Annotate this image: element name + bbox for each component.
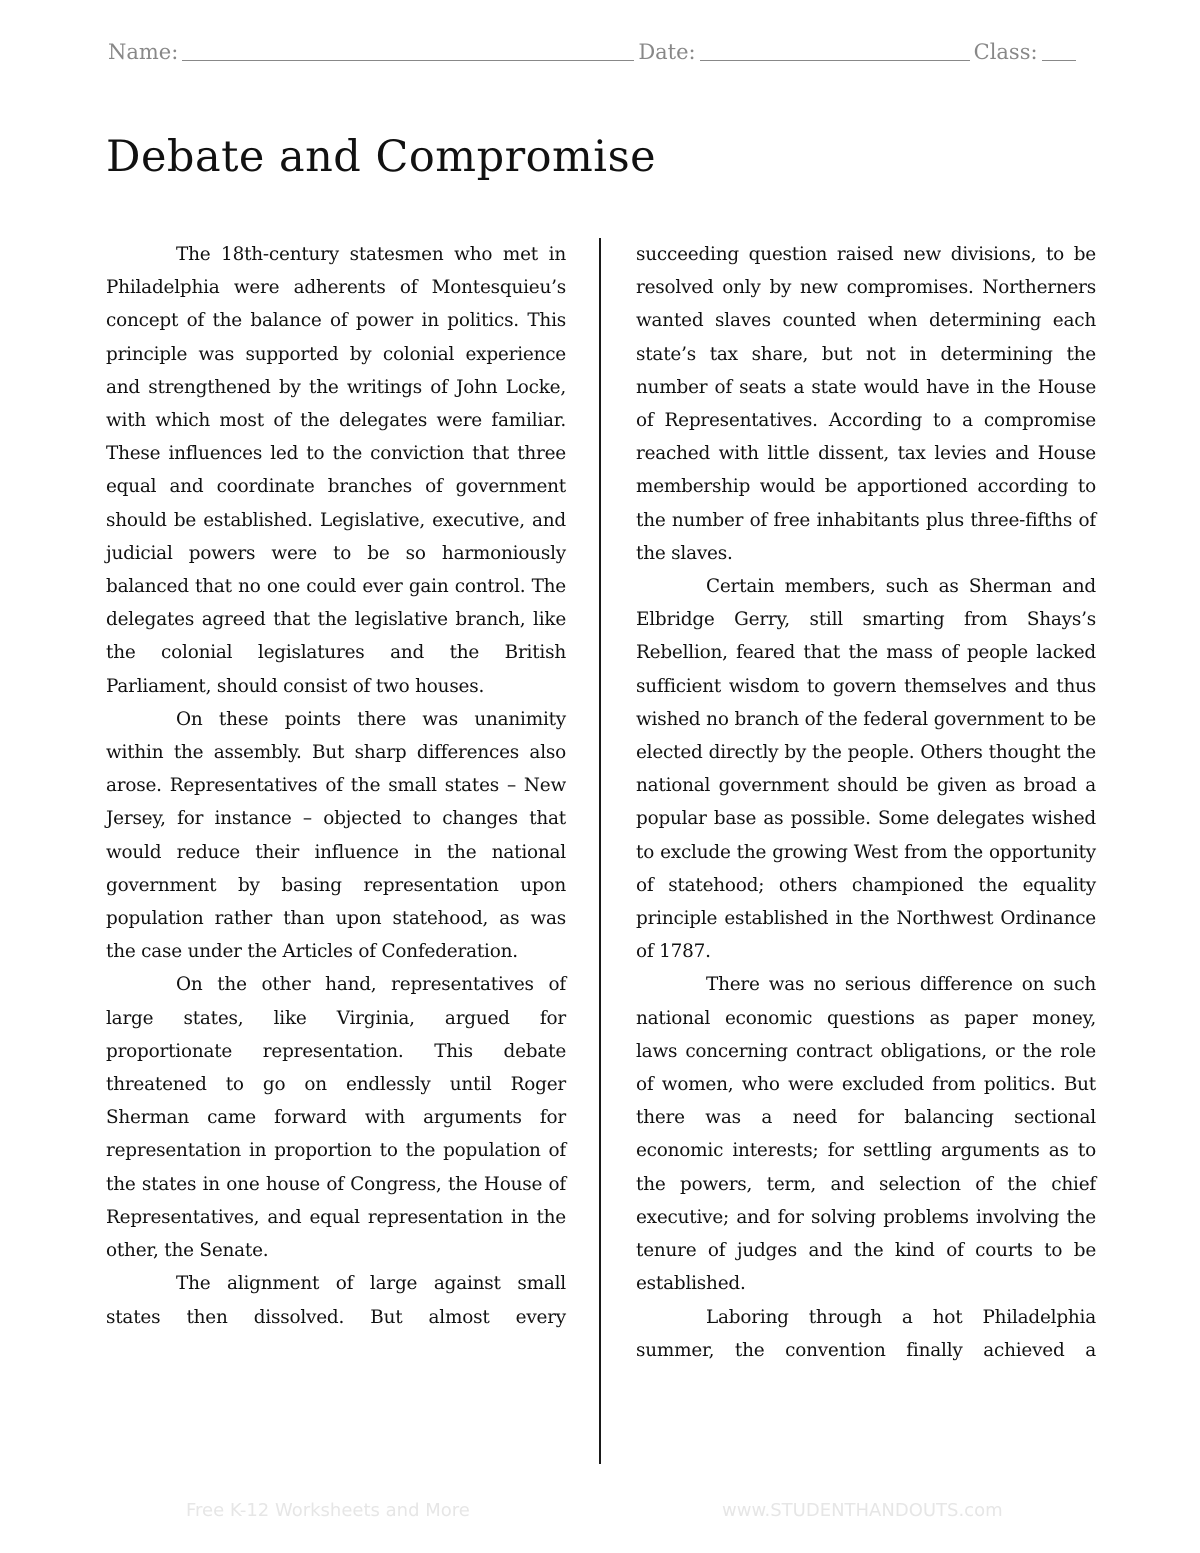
- class-label: Class:: [973, 40, 1038, 64]
- student-info-header: [108, 30, 1092, 64]
- paragraph: The 18th-century statesmen who met in Philadelphia were adherents of Montesquieu’s concept of the balance of power in politics. This principle was supported by colonial experience and strengthened by the writings of John Locke, with which most of the delegates were familiar. These influences led to the conviction that three equal and coordinate branches of government should be established. Legislative, executive, and judicial powers were to be so harmoniously balanced that no one could ever gain control. The delegates agreed that the legislative branch, like the colonial legislatures and the British Parliament, should consist of two houses.: [106, 244, 566, 697]
- paragraph: The alignment of large against small states then dissolved. But almost every: [106, 1273, 566, 1328]
- footer-left-text: Free K-12 Worksheets and More: [186, 1500, 470, 1521]
- date-field[interactable]: [700, 38, 970, 61]
- name-label: Name:: [108, 40, 179, 64]
- class-field[interactable]: [1042, 38, 1076, 61]
- paragraph: succeeding question raised new divisions, to be resolved only by new compromises. Northerners wanted slaves counted when determining each state’s tax share, but not in determining the number of seats a state would have in the House of Representatives. According to a compromise reached with little dissent, tax levies and House membership would be apportioned according to the number of free inhabitants plus three-fifths of the slaves.: [636, 244, 1096, 564]
- paragraph: On the other hand, representatives of large states, like Virginia, argued for proportionate representation. This debate threatened to go on endlessly until Roger Sherman came forward with arguments for representation in proportion to the population of the states in one house of Congress, the House of Representatives, and equal representation in the other, the Senate.: [106, 974, 566, 1262]
- paragraph: There was no serious difference on such national economic questions as paper money, laws concerning contract obligations, or the role of women, who were excluded from politics. But there was a need for balancing sectional economic interests; for settling arguments as to the powers, term, and selection of the chief executive; and for solving problems involving the tenure of judges and the kind of courts to be established.: [636, 974, 1096, 1295]
- date-label: Date:: [638, 40, 696, 64]
- paragraph: Laboring through a hot Philadelphia summer, the convention finally achieved a: [636, 1306, 1096, 1361]
- left-column: [106, 238, 566, 1334]
- right-column: [636, 238, 1096, 1367]
- paragraph: On these points there was unanimity within the assembly. But sharp differences also arose. Representatives of the small states – New Jersey, for instance – objected to changes that would reduce their influence in the national government by basing representation upon population rather than upon statehood, as was the case under the Articles of Confederation.: [106, 708, 566, 963]
- name-field[interactable]: [182, 38, 634, 61]
- column-divider: [599, 238, 601, 1464]
- paragraph: Certain members, such as Sherman and Elbridge Gerry, still smarting from Shays’s Rebellion, feared that the mass of people lacked sufficient wisdom to govern themselves and thus wished no branch of the federal government to be elected directly by the people. Others thought the national government should be given as broad a popular base as possible. Some delegates wished to exclude the growing West from the opportunity of statehood; others championed the equality principle established in the Northwest Ordinance of 1787.: [636, 576, 1096, 963]
- page-title: Debate and Compromise: [106, 132, 657, 182]
- footer-website-link[interactable]: www.STUDENTHANDOUTS.com: [722, 1500, 1003, 1521]
